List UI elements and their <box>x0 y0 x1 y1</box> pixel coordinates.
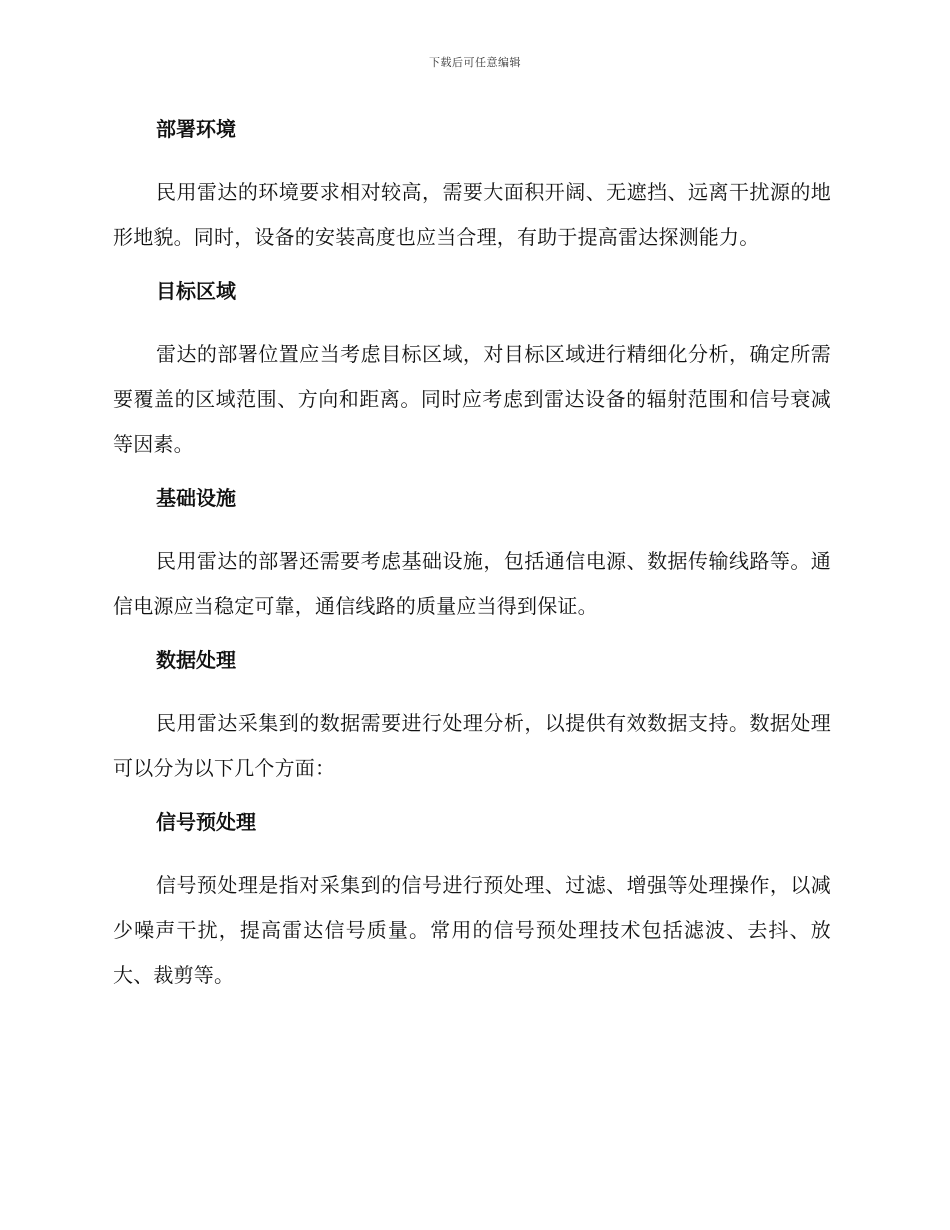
section-heading: 数据处理 <box>156 648 236 672</box>
section-paragraph: 信号预处理是指对采集到的信号进行预处理、过滤、增强等处理操作，以减少噪声干扰，提高雷达信号质量。常用的信号预处理技术包括滤波、去抖、放大、裁剪等。 <box>113 873 831 987</box>
section-paragraph: 民用雷达的部署还需要考虑基础设施，包括通信电源、数据传输线路等。通信电源应当稳定可靠，通信线路的质量应当得到保证。 <box>113 549 831 618</box>
section-infrastructure <box>113 481 831 629</box>
section-heading: 部署环境 <box>156 117 236 141</box>
section-paragraph: 民用雷达采集到的数据需要进行处理分析，以提供有效数据支持。数据处理可以分为以下几个方面： <box>113 711 831 780</box>
section-heading: 信号预处理 <box>156 810 256 834</box>
section-signal-preprocessing <box>113 805 831 998</box>
section-heading: 基础设施 <box>156 486 236 510</box>
section-deployment-environment <box>113 112 831 260</box>
section-data-processing <box>113 643 831 791</box>
section-target-area <box>113 274 831 467</box>
section-heading: 目标区域 <box>156 279 236 303</box>
page-header: 下载后可任意编辑 <box>429 56 521 69</box>
section-paragraph: 民用雷达的环境要求相对较高，需要大面积开阔、无遮挡、远离干扰源的地形地貌。同时，设备的安装高度也应当合理，有助于提高雷达探测能力。 <box>113 180 831 249</box>
document-content <box>113 112 831 1012</box>
section-paragraph: 雷达的部署位置应当考虑目标区域，对目标区域进行精细化分析，确定所需要覆盖的区域范围、方向和距离。同时应考虑到雷达设备的辐射范围和信号衰减等因素。 <box>113 342 831 456</box>
